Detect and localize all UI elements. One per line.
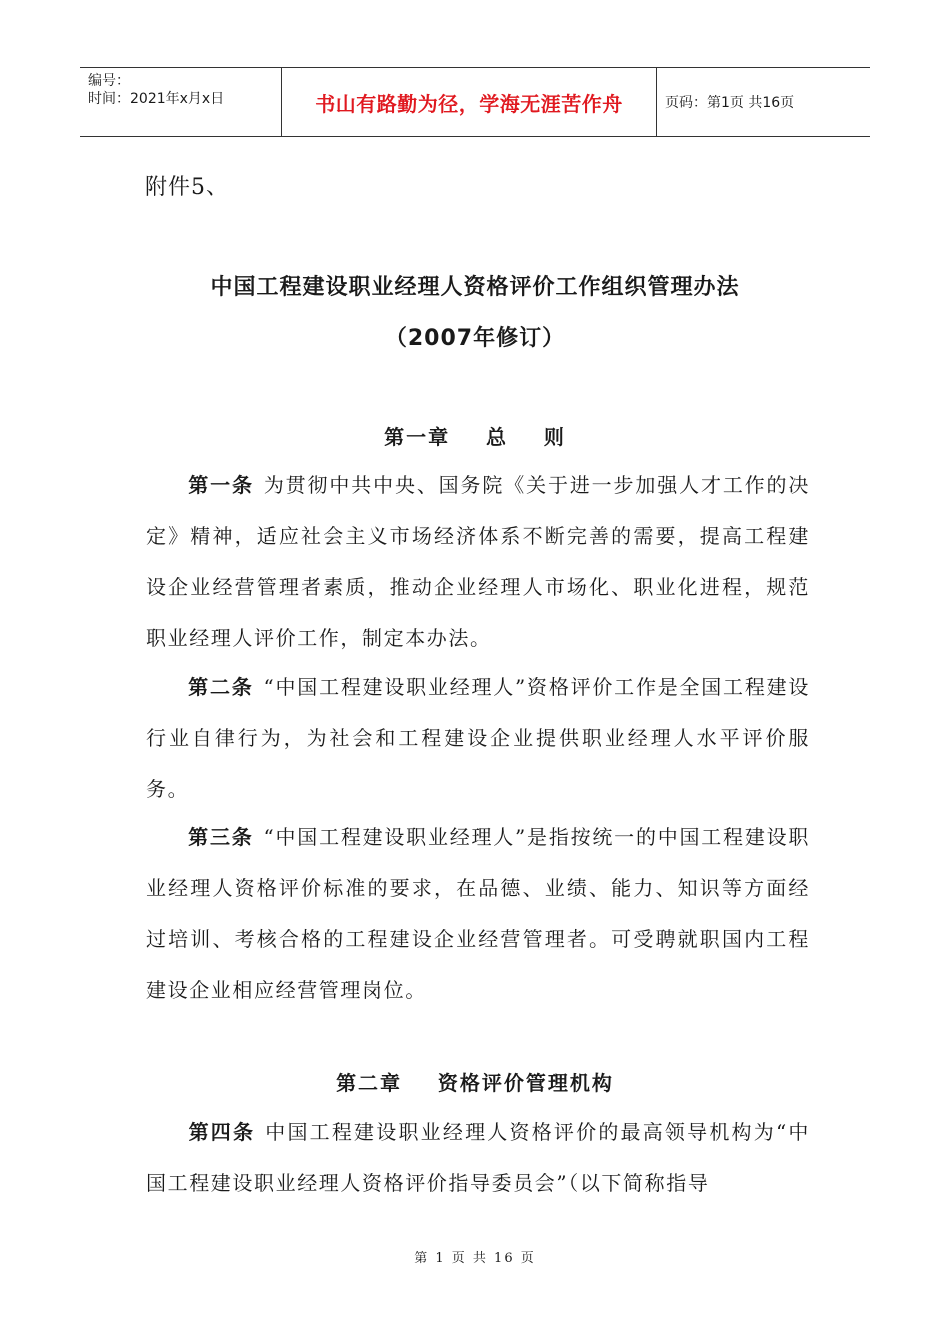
article-text: 中国工程建设职业经理人资格评价的最高领导机构为“中国工程建设职业经理人资格评价指导委员会”（以下简称指导 <box>146 1120 810 1195</box>
article-paragraph <box>146 460 810 664</box>
date-label: 时间：2021年x月x日 <box>88 91 225 107</box>
header-table <box>80 67 870 137</box>
article-heading: 第四条 <box>188 1120 256 1144</box>
article-paragraph <box>146 812 810 1016</box>
article-heading: 第一条 <box>188 473 254 497</box>
article-paragraph <box>146 662 810 815</box>
document-title: 中国工程建设职业经理人资格评价工作组织管理办法 <box>210 275 740 300</box>
attachment-label: 附件5、 <box>145 175 229 200</box>
number-label: 编号： <box>88 73 130 89</box>
article-text: “中国工程建设职业经理人”资格评价工作是全国工程建设行业自律行为，为社会和工程建设企业提供职业经理人水平评价服务。 <box>146 675 810 801</box>
header-right-cell <box>657 68 870 136</box>
article-text: 为贯彻中共中央、国务院《关于进一步加强人才工作的决定》精神，适应社会主义市场经济体系不断完善的需要，提高工程建设企业经营管理者素质，推动企业经理人市场化、职业化进程，规范职业经理人评价工作，制定本办法。 <box>146 473 810 650</box>
chapter-heading: 第一章 总 则 <box>384 425 566 449</box>
page-footer: 第 1 页 共 16 页 <box>414 1251 536 1266</box>
article-heading: 第三条 <box>188 825 254 849</box>
document-subtitle: （2007年修订） <box>384 326 566 351</box>
article-heading: 第二条 <box>188 675 254 699</box>
article-paragraph <box>146 1107 810 1209</box>
motto: 书山有路勤为径，学海无涯苦作舟 <box>315 91 623 116</box>
chapter-heading: 第二章 资格评价管理机构 <box>336 1071 614 1095</box>
header-left-cell <box>80 68 281 136</box>
header-center-cell <box>281 68 657 136</box>
page-label: 页码：第1页 共16页 <box>665 95 795 111</box>
article-text: “中国工程建设职业经理人”是指按统一的中国工程建设职业经理人资格评价标准的要求，在品德、业绩、能力、知识等方面经过培训、考核合格的工程建设企业经营管理者。可受聘就职国内工程建设企业相应经营管理岗位。 <box>146 825 810 1002</box>
